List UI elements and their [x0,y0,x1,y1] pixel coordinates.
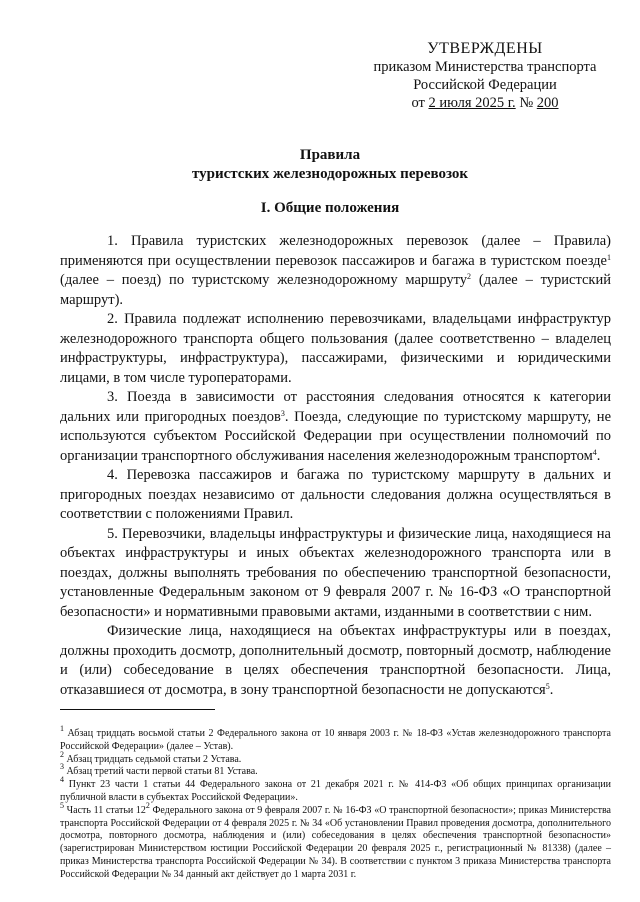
paragraph-6-text-a: Физические лица, находящиеся на объектах инфраструктуры или в поездах, должны проходить досмотр, дополнительный досмотр, повторный досмотр, наблюдение и (или) собеседование в целях обеспечения транспортной безопасности. Лица, отказавшиеся от досмотра, в зону транспортной безопасности не допускаются [60,623,611,698]
footnote-mark-4: 4 [60,775,64,785]
footnote-4-text: Пункт 23 части 1 статьи 44 Федерального закона от 21 декабря 2021 г. № 414-ФЗ «Об общих принципах организации публичной власти в субъектах Российской Федерации». [60,779,611,803]
footnote-5-text-a: Часть 11 статьи 12 [64,804,146,816]
paragraph-6-text-b: . [549,681,554,698]
footnote-mark-1: 1 [60,724,64,733]
paragraph-3-text-b: . Поезда, следующие по туристскому маршруту, не используются субъектом Российской Федерации при осуществлении полномочий по организации транспортного обслуживания населения железнодорожным транспортом [60,408,612,464]
approval-heading: УТВЕРЖДЕНЫ [427,40,543,57]
paragraph-5: 5. Перевозчики, владельцы инфраструктуры и физические лица, находящиеся на объектах инфраструктуры и иных объектах железнодорожного транспорта или в поездах, должны выполнять требования по обеспечению транспортной безопасности, установленные Федеральным законом от 9 февраля 2007 г. № 16-ФЗ «О транспортной безопасности» и нормативными правовыми актами, изданными в соответствии с ним. [60,525,611,620]
section-heading: I. Общие положения [260,200,400,216]
document-title: Правила [299,147,361,163]
footnote-ref-3[interactable]: 3 [280,408,285,418]
approval-number: 200 [536,95,559,111]
paragraph-6 [60,622,611,700]
footnote-5 [60,800,611,882]
footnote-1-text: Абзац тридцать восьмой статьи 2 Федерального закона от 10 января 2003 г. № 18-ФЗ «Устав железнодорожного транспорта Российской Федерации» (далее – Устав). [60,728,611,752]
footnote-ref-1[interactable]: 1 [607,252,611,262]
document-body [60,232,611,700]
footnote-2 [60,749,611,767]
footnote-4 [60,775,611,805]
paragraph-1 [60,232,611,310]
footnote-ref-4[interactable]: 4 [592,447,597,457]
paragraph-1-text-a: 1. Правила туристских железнодорожных перевозок (далее – Правила) применяются при осуществлении перевозок пассажиров и багажа в туристском поезде [60,233,611,269]
footnote-1 [60,724,611,754]
approval-issuer: приказом Министерства транспорта [373,59,597,75]
paragraph-3 [60,388,611,466]
paragraph-2: 2. Правила подлежат исполнению перевозчиками, владельцами инфраструктур железнодорожного транспорта общего пользования (далее соответственно – владелец инфраструктуры, инфраструктура), пассажирами, физическими и юридическими лицами, в том числе туроператорами. [60,311,611,386]
document-subtitle: туристских железнодорожных перевозок [191,166,469,182]
footnote-ref-2[interactable]: 2 [467,272,472,281]
footnote-mark-3: 3 [60,762,64,772]
approval-date-line [360,94,610,112]
footnote-3 [60,762,611,779]
approval-date: 2 июля 2025 г. [428,95,516,111]
footnote-5-text-b: Федерального закона от 9 февраля 2007 г. № 16-ФЗ «О транспортной безопасности»; приказ Министерства транспорта Российской Федерации от 4 февраля 2025 г. № 34 «Об установлении Правил проведения досмотра, дополнительного досмотра, повторного досмотра, наблюдения и (или) собеседования в целях обеспечения транспортной безопасности» (зарегистрирован Министерством юстиции Российской Федерации 20 февраля 2025 г., регистрационный № 81338) (далее – приказ Министерства транспорта Российской Федерации № 34). В соответствии с пунктом 3 приказа Министерства транспорта Российской Федерации № 34 данный акт действует до 1 марта 2031 г. [60,804,611,880]
footnote-2-text: Абзац тридцать седьмой статьи 2 Устава. [64,753,242,765]
paragraph-4: 4. Перевозка пассажиров и багажа по туристскому маршруту в дальних и пригородных поездах независимо от дальности следования должна осуществляться в соответствии с положениями Правил. [60,467,611,522]
number-prefix: № [519,95,534,111]
footnote-ref-5[interactable]: 5 [545,681,550,691]
approval-country: Российской Федерации [413,77,557,93]
paragraph-3-text-c: . [596,447,601,464]
paragraph-3-text-a: 3. Поезда в зависимости от расстояния следования относятся к категории дальних или пригородных поездов [60,389,611,425]
footnote-separator [60,709,215,710]
footnote-mark-5: 5 [60,800,64,810]
footnote-3-text: Абзац третий части первой статьи 81 Устава. [64,766,258,778]
date-prefix: от [411,95,425,111]
paragraph-1-text-c: (далее – туристский маршрут). [60,272,611,308]
footnote-5-inline-sup: 2 [145,800,150,810]
footnote-mark-2: 2 [60,749,64,759]
paragraph-1-text-b: (далее – поезд) по туристскому железнодорожному маршруту [60,272,468,288]
approval-block [360,40,610,112]
footnotes [60,724,611,882]
